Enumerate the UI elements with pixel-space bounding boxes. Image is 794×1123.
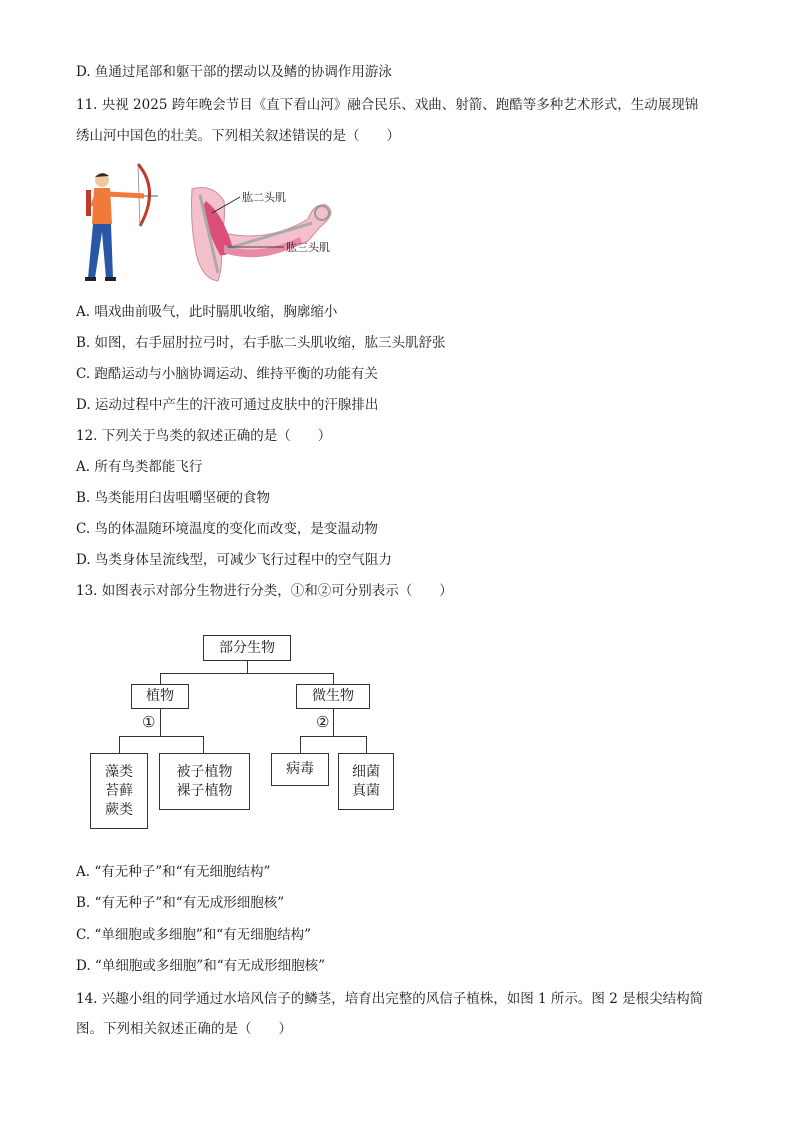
- diagram-leaf-seed-plants: [159, 753, 250, 810]
- connector: [300, 736, 367, 737]
- q13-stem: 13. 如图表示对部分生物进行分类，①和②可分别表示（ ）: [76, 583, 453, 599]
- connector: [333, 709, 334, 736]
- connector: [247, 661, 248, 673]
- q10-option-d: D. 鱼通过尾部和躯干部的摆动以及鳍的协调作用游泳: [76, 64, 392, 80]
- connector: [160, 673, 334, 674]
- q13-option-d: D. “单细胞或多细胞”和“有无成形细胞核”: [76, 958, 326, 974]
- q11-option-c: C. 跑酷运动与小脑协调运动、维持平衡的功能有关: [76, 366, 378, 382]
- q12-option-a: A. 所有鸟类都能飞行: [76, 459, 203, 475]
- q11-stem-line2: 绣山河中国色的壮美。下列相关叙述错误的是（ ）: [76, 128, 400, 144]
- q13-option-b: B. “有无种子”和“有无成形细胞核”: [76, 895, 285, 911]
- triceps-label: 肱三头肌: [286, 241, 330, 254]
- leaf-item: 细菌: [352, 763, 380, 780]
- diagram-microbes: 微生物: [296, 684, 370, 709]
- biceps-label: 肱二头肌: [242, 191, 286, 204]
- q12-option-d: D. 鸟类身体呈流线型，可减少飞行过程中的空气阻力: [76, 552, 392, 568]
- q11-option-d: D. 运动过程中产生的汗液可通过皮肤中的汗腺排出: [76, 397, 379, 413]
- leaf-item: 苔藓: [105, 782, 133, 799]
- q14-stem-line1: 14. 兴趣小组的同学通过水培风信子的鳞茎，培育出完整的风信子植株，如图 1 所示。图 2 是根尖结构简: [76, 991, 704, 1007]
- connector: [119, 736, 204, 737]
- leaf-item: 裸子植物: [176, 782, 233, 799]
- archer-illustration: [78, 160, 168, 286]
- connector: [119, 736, 120, 753]
- q13-option-c: C. “单细胞或多细胞”和“有无细胞结构”: [76, 927, 312, 943]
- connector: [366, 736, 367, 753]
- mark-2: ②: [316, 713, 330, 731]
- diagram-leaf-spore-plants: [90, 753, 148, 829]
- leaf-item: 真菌: [352, 782, 380, 799]
- q13-option-a: A. “有无种子”和“有无细胞结构”: [76, 864, 271, 880]
- connector: [160, 709, 161, 736]
- arm-muscle-diagram: [188, 183, 348, 283]
- q11-option-a: A. 唱戏曲前吸气，此时膈肌收缩，胸廓缩小: [76, 304, 338, 320]
- q14-stem-line2: 图。下列相关叙述正确的是（ ）: [76, 1021, 292, 1037]
- mark-1: ①: [142, 713, 156, 731]
- diagram-plants: 植物: [131, 684, 189, 709]
- connector: [300, 736, 301, 753]
- q12-option-b: B. 鸟类能用臼齿咀嚼坚硬的食物: [76, 490, 271, 506]
- q11-stem-line1: 11. 央视 2025 跨年晚会节目《直下看山河》融合民乐、戏曲、射箭、跑酷等多种艺术形式，生动展现锦: [76, 97, 699, 113]
- leaf-item: 被子植物: [176, 763, 233, 780]
- diagram-leaf-virus: 病毒: [271, 753, 329, 786]
- connector: [333, 673, 334, 684]
- q12-option-c: C. 鸟的体温随环境温度的变化而改变，是变温动物: [76, 521, 378, 537]
- connector: [160, 673, 161, 684]
- diagram-leaf-bacteria-fungi: [338, 753, 394, 810]
- q11-option-b: B. 如图，右手屈肘拉弓时，右手肱二头肌收缩，肱三头肌舒张: [76, 335, 446, 351]
- leaf-item: 藻类: [105, 763, 133, 780]
- connector: [203, 736, 204, 753]
- diagram-root: 部分生物: [203, 635, 291, 661]
- leaf-item: 蕨类: [105, 801, 133, 818]
- q12-stem: 12. 下列关于鸟类的叙述正确的是（ ）: [76, 428, 332, 444]
